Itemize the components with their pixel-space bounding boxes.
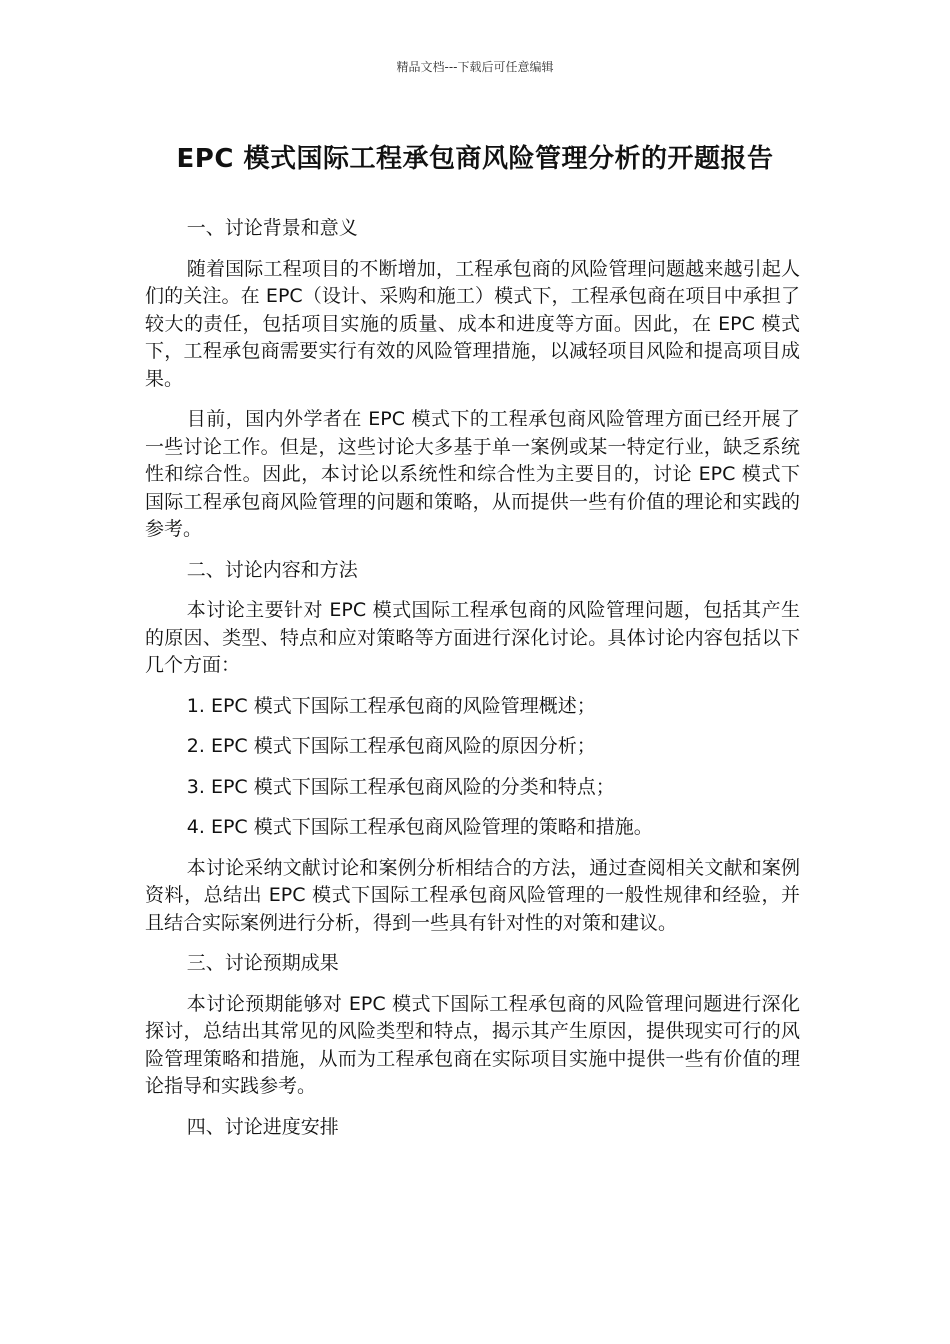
- list-item: 2. EPC 模式下国际工程承包商风险的原因分析；: [186, 735, 596, 757]
- section-2-intro: 本讨论主要针对 EPC 模式国际工程承包商的风险管理问题，包括其产生的原因、类型、特点和应对策略等方面进行深化讨论。具体讨论内容包括以下几个方面：: [145, 599, 800, 676]
- section-1-paragraph-2: 目前，国内外学者在 EPC 模式下的工程承包商风险管理方面已经开展了一些讨论工作。但是，这些讨论大多基于单一案例或某一特定行业，缺乏系统性和综合性。因此，本讨论以系统性和综合性为主要目的，讨论 EPC 模式下国际工程承包商风险管理的问题和策略，从而提供一些有价值的理论和实践的参考。: [145, 408, 800, 540]
- section-heading-2: 二、讨论内容和方法: [186, 558, 358, 581]
- section-3-paragraph-1: 本讨论预期能够对 EPC 模式下国际工程承包商的风险管理问题进行深化探讨，总结出其常见的风险类型和特点，揭示其产生原因，提供现实可行的风险管理策略和措施，从而为工程承包商在实际项目实施中提供一些有价值的理论指导和实践参考。: [145, 992, 800, 1097]
- list-item: 3. EPC 模式下国际工程承包商风险的分类和特点；: [186, 775, 615, 798]
- header-note: 精品文档---下载后可任意编辑: [396, 60, 554, 74]
- list-item: 1. EPC 模式下国际工程承包商的风险管理概述；: [186, 694, 596, 717]
- section-1-paragraph-1: 随着国际工程项目的不断增加，工程承包商的风险管理问题越来越引起人们的关注。在 EPC（设计、采购和施工）模式下，工程承包商在项目中承担了较大的责任，包括项目实施的质量、成本和进度等方面。因此，在 EPC 模式下，工程承包商需要实行有效的风险管理措施，以减轻项目风险和提高项目成果。: [145, 257, 800, 390]
- section-2-outro: 本讨论采纳文献讨论和案例分析相结合的方法，通过查阅相关文献和案例资料，总结出 EPC 模式下国际工程承包商风险管理的一般性规律和经验，并且结合实际案例进行分析，得到一些具有针对性的对策和建议。: [145, 856, 800, 934]
- section-heading-4: 四、讨论进度安排: [186, 1115, 339, 1138]
- document-body: [145, 215, 800, 1154]
- section-heading-1: 一、讨论背景和意义: [186, 217, 358, 239]
- list-item: 4. EPC 模式下国际工程承包商风险管理的策略和措施。: [186, 816, 653, 838]
- section-heading-3: 三、讨论预期成果: [186, 952, 339, 974]
- document-title: EPC 模式国际工程承包商风险管理分析的开题报告: [176, 144, 774, 174]
